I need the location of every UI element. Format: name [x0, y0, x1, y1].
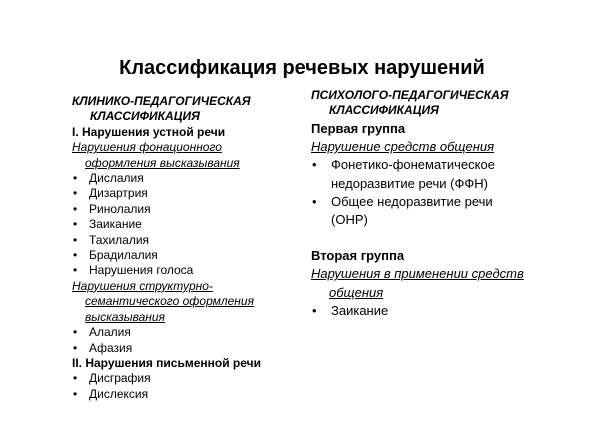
group2-list	[311, 302, 561, 320]
sub2-list	[72, 325, 317, 356]
list-item: • Дизартрия	[72, 186, 317, 201]
section1-title: I. Нарушения устной речи	[72, 124, 226, 139]
sub2-title-line1: Нарушения структурно-	[72, 278, 213, 293]
right-heading-line1: ПСИХОЛОГО-ПЕДАГОГИЧЕСКАЯ	[311, 88, 509, 102]
left-column-clinical	[72, 94, 317, 402]
sub1-list	[72, 171, 317, 279]
list-item: • Алалия	[72, 325, 317, 340]
group2-title: Вторая группа	[311, 248, 405, 264]
group2-sub	[311, 265, 561, 301]
list-item	[311, 156, 561, 192]
list-item: • Брадилалия	[72, 248, 317, 263]
list-item: • Афазия	[72, 341, 317, 356]
spacer	[311, 229, 561, 247]
right-heading	[311, 88, 561, 118]
list-item: • Заикание	[311, 302, 561, 320]
group2-sub-line2: общения	[329, 284, 384, 300]
section2-list	[72, 371, 317, 402]
group1-sub: Нарушение средств общения	[311, 139, 495, 155]
left-heading-line2: КЛАССИФИКАЦИЯ	[90, 109, 200, 124]
page-title: Классификация речевых нарушений	[119, 57, 485, 79]
group1-list	[311, 156, 561, 229]
list-item-line2: недоразвитие речи (ФФН)	[331, 175, 488, 191]
list-item: • Дислексия	[72, 387, 317, 402]
sub2-title-line3: высказывания	[85, 309, 165, 324]
left-heading	[72, 94, 317, 125]
right-column-psychological	[311, 88, 561, 320]
sub2-title	[72, 279, 317, 325]
sub1-title-line1: Нарушения фонационного	[72, 140, 222, 155]
list-item: • Дислалия	[72, 171, 317, 186]
sub2-title-line2: семантического оформления	[85, 294, 254, 309]
left-heading-line1: КЛИНИКО-ПЕДАГОГИЧЕСКАЯ	[72, 94, 251, 108]
sub1-title-line2: оформления высказывания	[85, 155, 240, 170]
sub1-title	[72, 140, 317, 171]
group2-sub-line1: Нарушения в применении средств	[311, 266, 524, 282]
group1-title: Первая группа	[311, 121, 406, 136]
section2-title: II. Нарушения письменной речи	[72, 355, 261, 370]
list-item: • Ринолалия	[72, 202, 317, 217]
list-item-line2: (ОНР)	[331, 212, 368, 228]
right-heading-line2: КЛАССИФИКАЦИЯ	[329, 103, 439, 117]
list-item: • Тахилалия	[72, 233, 317, 248]
list-item-line1: Общее недоразвитие речи	[331, 193, 493, 209]
list-item-line1: Фонетико-фонематическое	[331, 157, 495, 173]
list-item: • Дисграфия	[72, 371, 317, 386]
list-item	[311, 193, 561, 229]
list-item: • Нарушения голоса	[72, 263, 317, 278]
list-item: • Заикание	[72, 217, 317, 232]
